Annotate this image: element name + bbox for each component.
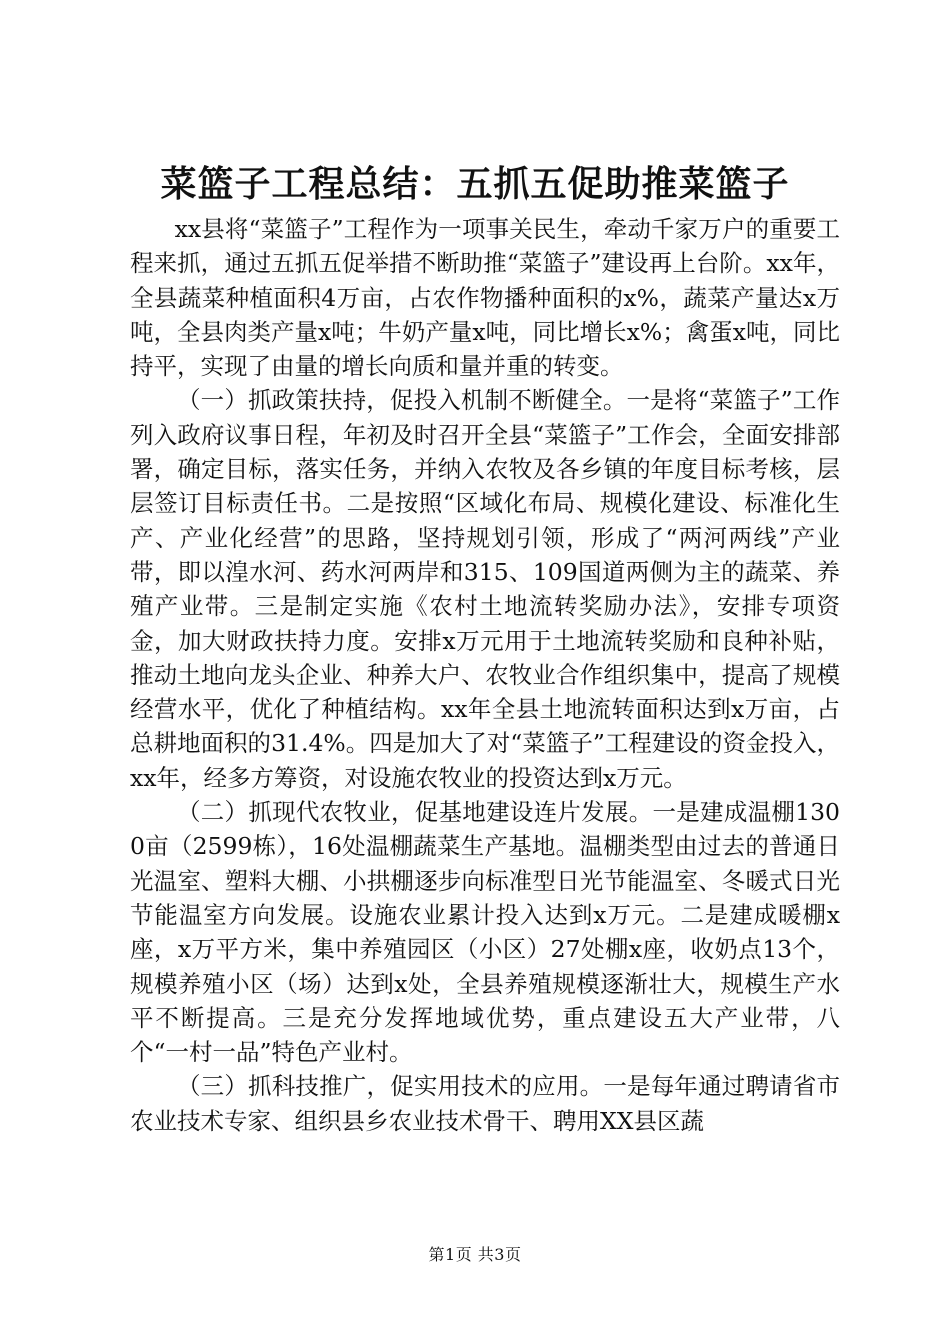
paragraph-section-3: （三）抓科技推广，促实用技术的应用。一是每年通过聘请省市农业技术专家、组织县乡农业技术骨干、聘用XX县区蔬 <box>130 1072 840 1135</box>
paragraph-intro: xx县将“菜篮子”工程作为一项事关民生，牵动千家万户的重要工程来抓，通过五抓五促举措不断助推“菜篮子”建设再上台阶。xx年，全县蔬菜种植面积4万亩，占农作物播种面积的x%，蔬菜产量达x万吨，全县肉类产量x吨；牛奶产量x吨，同比增长x%；禽蛋x吨，同比持平，实现了由量的增长向质和量并重的转变。 <box>130 215 840 381</box>
document-body <box>130 212 840 1138</box>
paragraph-section-2: （二）抓现代农牧业，促基地建设连片发展。一是建成温棚1300亩（2599栋），16处温棚蔬菜生产基地。温棚类型由过去的普通日光温室、塑料大棚、小拱棚逐步向标准型日光节能温室、冬暖式日光节能温室方向发展。设施农业累计投入达到x万元。二是建成暖棚x座，x万平方米，集中养殖园区（小区）27处棚x座，收奶点13个，规模养殖小区（场）达到x处，全县养殖规模逐渐壮大，规模生产水平不断提高。三是充分发挥地域优势，重点建设五大产业带，八个“一村一品”特色产业村。 <box>130 798 840 1067</box>
page-number-footer: 第1页 共3页 <box>428 1245 522 1264</box>
paragraph-section-1: （一）抓政策扶持，促投入机制不断健全。一是将“菜篮子”工作列入政府议事日程，年初及时召开全县“菜篮子”工作会，全面安排部署，确定目标，落实任务，并纳入农牧及各乡镇的年度目标考核，层层签订目标责任书。二是按照“区域化布局、规模化建设、标准化生产、产业化经营”的思路，坚持规划引领，形成了“两河两线”产业带，即以湟水河、药水河两岸和315、109国道两侧为主的蔬菜、养殖产业带。三是制定实施《农村土地流转奖励办法》，安排专项资金，加大财政扶持力度。安排x万元用于土地流转奖励和良种补贴，推动土地向龙头企业、种养大户、农牧业合作组织集中，提高了规模经营水平，优化了种植结构。xx年全县土地流转面积达到x万亩，占总耕地面积的31.4%。四是加大了对“菜篮子”工程建设的资金投入，xx年，经多方筹资，对设施农牧业的投资达到x万元。 <box>130 386 840 792</box>
document-title: 菜篮子工程总结：五抓五促助推菜篮子 <box>160 163 790 205</box>
